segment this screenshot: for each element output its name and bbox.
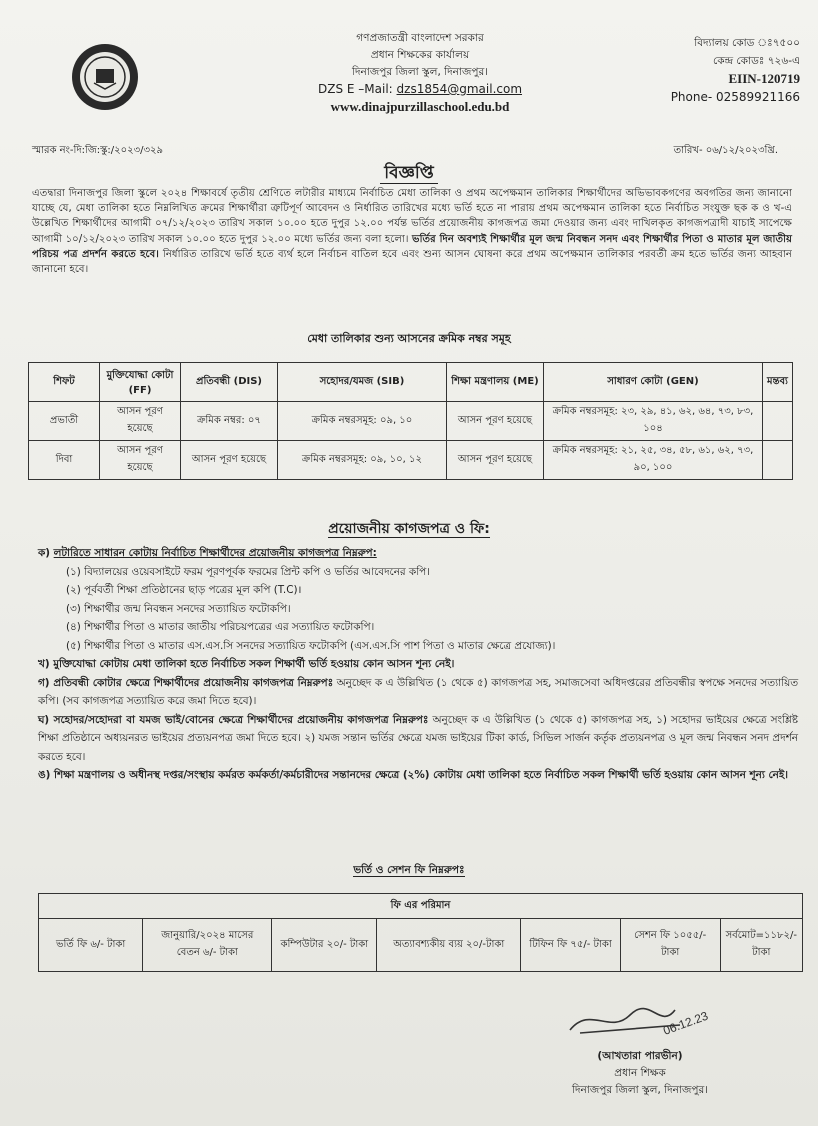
table-cell: ক্রমিক নম্বরসমূহ: ০৯, ১০ (278, 402, 447, 441)
documents-title-text: প্রয়োজনীয় কাগজপত্র ও ফি: (328, 521, 490, 537)
notice-title-text: বিজ্ঞপ্তি (380, 163, 437, 184)
fee-caption: ফি এর পরিমান (39, 894, 803, 919)
table-cell (763, 441, 793, 480)
email-line (260, 81, 580, 98)
section-gh-body: অনুচ্ছেদ ক এ উল্লিখিত (১ থেকে ৫) কাগজপত্র সহ, ১) সহোদর ভাইয়ের ক্ষেত্রে সংশ্লিষ্ট শিক্ষা প্রতিষ্ঠানে অধ্যয়নরত ভাইয়ের প্রত্যয়নপত্র জমা দিতে হবে। ২) যমজ সন্তান ভর্তির ক্ষেত্রে যমজ ভাইয়ের টিকা কার্ড, সিভিল সার্জন কর্তৃক প্রত্যয়নপত্র ও মূল জন্ম নিবন্ধন সনদ প্রদর্শন করতে হবে। (38, 713, 798, 763)
memo-number: স্মারক নং-দি:জি:স্কু:/২০২৩/৩২৯ (32, 145, 163, 156)
section-g-body: অনুচ্ছেদ ক এ উল্লিখিত (১ থেকে ৫) কাগজপত্র সহ, সমাজসেবা অধিদপ্তরের প্রতিবন্ধীর স্বপক্ষে সনদের সত্যায়িত কপি। (সব কাগজপত্র সত্যায়িত করে জমা দিতে হবে)। (38, 676, 798, 707)
notice-paragraph (32, 186, 792, 277)
phone-number: Phone- 02589921166 (670, 90, 800, 104)
table-cell: প্রভাতী (29, 402, 100, 441)
col-gen: সাধারণ কোটা (GEN) (544, 363, 763, 402)
fee-caption-row (39, 894, 803, 919)
school-line: দিনাজপুর জিলা স্কুল, দিনাজপুর। (351, 66, 489, 78)
list-item: (১) বিদ্যালয়ের ওয়েবসাইটে ফরম পূরণপূর্বক ফরমের প্রিন্ট কপি ও ভর্তির আবেদনের কপি। (66, 565, 430, 578)
table-cell: ক্রমিক নম্বর: ০৭ (181, 402, 278, 441)
table-cell: সর্বমোট=১১৮২/- টাকা (720, 919, 802, 972)
col-me: শিক্ষা মন্ত্রণালয় (ME) (447, 363, 544, 402)
table-cell: আসন পূরণ হয়েছে (181, 441, 278, 480)
table-cell: আসন পূরণ হয়েছে (100, 441, 181, 480)
documents-title (0, 517, 818, 541)
table-cell: ক্রমিক নম্বরসমূহ: ২৩, ২৯, ৪১, ৬২, ৬৪, ৭৩, ৮৩, ১০৪ (544, 402, 763, 441)
fee-title (0, 863, 818, 880)
section-k-label: ক) (38, 547, 51, 559)
paragraph-main: এতদ্বারা দিনাজপুর জিলা স্কুলে ২০২৪ শিক্ষাবর্ষে তৃতীয় শ্রেণিতে লটারীর মাধ্যমে নির্বাচিত মেধা তালিকা ও প্রথম অপেক্ষমান তালিকার শিক্ষার্থীদের অভিভাবকগণের অবগতির জন্য জানানো যাচ্ছে যে, মেধা তালিকা হতে নিম্নলিখিত ক্রমের শিক্ষার্থীরা ত্রুটিপূর্ণ আবেদন ও নির্ধারিত তারিখের মধ্যে ভর্তি হতে না পারায় প্রথম অপেক্ষমান তালিকা হতে নির্বাচিত সংযুক্ত ছক ক ও খ-এ উল্লেখিত শিক্ষার্থীদের আগামী ০৭/১২/২০২৩ তারিখ সকাল ১০.০০ হতে দুপুর ১২.০০ পর্যন্ত ভর্তির প্রয়োজনীয় কাগজপত্র জমা দেওয়ার জন্য এবং দাখিলকৃত কাগজপত্রাদী যাচাই সাপেক্ষে আগামী ১০/১২/২০২৩ তারিখ সকাল ১০.০০ হতে দুপুর ১২.০০ মধ্যে ভর্তির জন্য বলা হলো। (32, 188, 792, 245)
table-row (29, 441, 793, 480)
vacancy-table-title: মেধা তালিকার শুন্য আসনের ক্রমিক নম্বর সমূহ (307, 332, 511, 345)
signatory-title: প্রধান শিক্ষক (614, 1067, 666, 1079)
signatory-school: দিনাজপুর জিলা স্কুল, দিনাজপুর। (571, 1084, 709, 1096)
table-cell: টিফিন ফি ৭৫/- টাকা (521, 919, 621, 972)
requirements (38, 544, 798, 785)
notice-date: তারিখ- ০৬/১২/২০২৩খ্রি. (673, 145, 778, 156)
table-cell: ক্রমিক নম্বরসমূহ: ০৯, ১০, ১২ (278, 441, 447, 480)
col-shift: শিফট (29, 363, 100, 402)
table-cell (763, 402, 793, 441)
table-cell: আসন পূরণ হয়েছে (447, 441, 544, 480)
signature-date: 06.12.23 (661, 1008, 710, 1038)
list-item: (৩) শিক্ষার্থীর জন্ম নিবন্ধন সনদের সত্যায়িত ফটোকপি। (66, 602, 291, 615)
table-cell: সেশন ফি ১০৫৫/-টাকা (620, 919, 720, 972)
fee-table (38, 893, 803, 972)
table-cell: কম্পিউটার ২০/- টাকা (272, 919, 377, 972)
paragraph-bold: ভর্তির দিন অবশ্যই শিক্ষার্থীর মূল জন্ম নিবন্ধন সনদ এবং শিক্ষার্থীর পিতা ও মাতার মূল জাতীয় পরিচয় পত্র প্রদর্শন করতে হবে। (32, 233, 793, 260)
section-gh-heading: ঘ) সহোদর/সহোদরা বা যমজ ভাই/বোনের ক্ষেত্রে শিক্ষার্থীদের প্রয়োজনীয় কাগজপত্র নিম্নরুপঃ (38, 713, 429, 726)
section-gh (38, 711, 798, 767)
office-line: প্রধান শিক্ষকের কার্যালয় (370, 49, 470, 61)
table-cell: দিবা (29, 441, 100, 480)
table-header-row (29, 363, 793, 402)
section-k-heading (38, 544, 798, 563)
website-link[interactable]: www.dinajpurzillaschool.edu.bd (330, 99, 510, 114)
col-remarks: মন্তব্য (763, 363, 793, 402)
table-cell: ভর্তি ফি ৬/- টাকা (39, 919, 143, 972)
table-cell: আসন পূরণ হয়েছে (447, 402, 544, 441)
email-link[interactable]: dzs1854@gmail.com (396, 82, 523, 96)
section-g-heading: গ) প্রতিবন্ধী কোটার ক্ষেত্রে শিক্ষার্থীদের প্রয়োজনীয় কাগজপত্র নিম্নরুপঃ (38, 676, 334, 689)
signature-scribble-icon (560, 995, 740, 1045)
col-dis: প্রতিবন্ধী (DIS) (181, 363, 278, 402)
paragraph-end: নির্ধারিত তারিখে ভর্তি হতে ব্যর্থ হলে নির্বাচন বাতিল হবে এবং শুন্য আসন ঘোষনা করে প্রথম অপেক্ষমান তালিকার পরবর্তী ক্রম হতে ভর্তির জন্য আহবান জানানো হবে। (32, 248, 792, 276)
fee-title-text: ভর্তি ও সেশন ফি নিম্নরুপঃ (353, 864, 465, 876)
government-line: গণপ্রজাতন্ত্রী বাংলাদেশ সরকার (356, 32, 484, 44)
email-label: DZS E –Mail: (317, 82, 393, 96)
letterhead (260, 30, 580, 115)
vacancy-table (28, 362, 793, 480)
col-sib: সহোদর/যমজ (SIB) (278, 363, 447, 402)
list-item: (৪) শিক্ষার্থীর পিতা ও মাতার জাতীয় পরিচয়পত্রের এর সত্যায়িত ফটোকপি। (66, 621, 375, 633)
section-g (38, 674, 798, 711)
section-kh: খ) মুক্তিযোদ্ধা কোটায় মেধা তালিকা হতে নির্বাচিত সকল শিক্ষার্থী ভর্তি হওয়ায় কোন আসন শূন্য নেই। (38, 658, 455, 670)
section-k-title: লটারিতে সাধারন কোটায় নির্বাচিত শিক্ষার্থীদের প্রয়োজনীয় কাগজপত্র নিম্নরুপ: (53, 547, 377, 559)
center-code: কেন্দ্র কোডঃ ৭২৬-এ (712, 55, 800, 67)
table-cell: ক্রমিক নম্বরসমূহ: ২১, ২৫, ৩৪, ৫৮, ৬১, ৬২, ৭৩, ৯০, ১০০ (544, 441, 763, 480)
table-cell: অত্যাবশ্যকীয় ব্যয় ২০/-টাকা (377, 919, 521, 972)
table-row (39, 919, 803, 972)
list-item: (২) পূর্ববর্তী শিক্ষা প্রতিষ্ঠানের ছাড় পত্রের মূল কপি (T.C)। (66, 584, 302, 596)
signature-block (560, 1048, 720, 1099)
table-row (29, 402, 793, 441)
section-u: ঙ) শিক্ষা মন্ত্রণালয় ও অধীনস্থ দপ্তর/সংস্থায় কর্মরত কর্মকর্তা/কর্মচারীদের সন্তানদের ক্ষেত্রে (২%) কোটায় মেধা তালিকা হতে নির্বাচিত সকল শিক্ষার্থী ভর্তি হওয়ায় কোন আসন শূন্য নেই। (38, 769, 788, 781)
table-cell: আসন পূরণ হয়েছে (100, 402, 181, 441)
list-item: (৫) শিক্ষার্থীর পিতা ও মাতার এস.এস.সি সনদের সত্যায়িত ফটোকপি (এস.এস.সি পাশ পিতা ও মাতার ক্ষেত্রে প্রযোজ্য)। (66, 639, 556, 652)
notice-title (0, 160, 818, 188)
signatory-name: (আখতারা পারভীন) (597, 1050, 683, 1062)
col-ff: মুক্তিযোদ্ধা কোটা (FF) (100, 363, 181, 402)
eiin-number: EIIN-120719 (728, 71, 800, 86)
school-logo-icon (70, 42, 140, 112)
codes-block (640, 34, 800, 106)
school-code: বিদ্যালয় কোড ঃ৭৫০০ (694, 37, 800, 49)
table-cell: জানুয়ারি/২০২৪ মাসের বেতন ৬/- টাকা (143, 919, 272, 972)
